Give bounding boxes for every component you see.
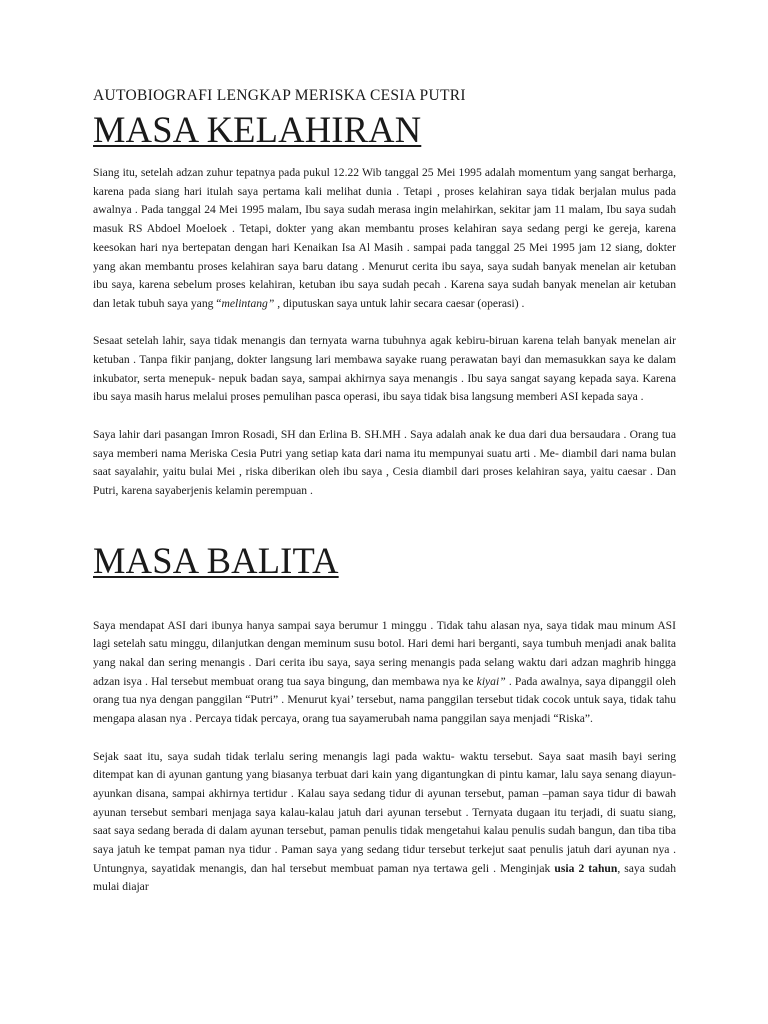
- section-heading-masa-kelahiran: MASA KELAHIRAN: [93, 109, 422, 150]
- paragraph-text: Saya mendapat ASI dari ibunya hanya sampai saya berumur 1 minggu . Tidak tahu alasan nya, saya tidak mau minum ASI lagi setelah satu minggu, dilanjutkan dengan meminum susu botol. Hari demi hari berganti, saya tumbuh menjadi anak balita yang nakal dan sering menangis . Dari cerita ibu saya, saya sering menangis pada selang waktu dari adzan maghrib hingga adzan isya . Hal tersebut membuat orang tua saya bingung, dan membawa nya ke: [93, 618, 676, 688]
- paragraph-text: Siang itu, setelah adzan zuhur tepatnya pada pukul 12.22 Wib tanggal 25 Mei 1995 adalah momentum yang sangat berharga, karena pada siang hari itulah saya pertama kali melihat dunia . Tetapi , proses kelahiran saya tidak berjalan mulus pada awalnya . Pada tanggal 24 Mei 1995 malam, Ibu saya sudah merasa ingin melahirkan, sekitar jam 11 malam, Ibu saya sudah masuk RS Abdoel Moeloek . Tetapi, dokter yang akan membantu proses kelahiran saya sedang pergi ke gereja, karena keesokan hari nya bertepatan dengan hari Kenaikan Isa Al Masih . sampai pada tanggal 25 Mei 1995 jam 12 siang, dokter yang akan membantu proses kelahiran saya baru datang . Menurut cerita ibu saya, saya sudah banyak menelan air ketuban ibu saya, karena sebelum proses kelahiran, ketuban ibu saya sudah pecah . Karena saya sudah banyak menelan air ketuban dan letak tubuh saya yang “: [93, 166, 676, 310]
- paragraph-text: , diputuskan saya untuk lahir secara caesar (operasi) .: [274, 296, 525, 310]
- italic-term-kiyai: kiyai”: [476, 674, 506, 688]
- section-heading-masa-balita: MASA BALITA: [93, 539, 339, 581]
- paragraph-text: . Pada awalnya, saya dipanggil oleh orang tua nya dengan panggilan “Putri” . Menurut kyai’ tersebut, nama panggilan tersebut tidak cocok untuk saya, tidak tahu mengapa alasan nya . Percaya tidak percaya, orang tua sayamerubah nama panggilan saya menjadi “Riska”.: [93, 674, 676, 726]
- paragraph-balita-2: [93, 748, 676, 898]
- italic-term-melintang: melintang”: [221, 296, 275, 310]
- bold-term-usia: usia 2 tahun: [554, 861, 618, 875]
- document-page: [93, 86, 676, 916]
- paragraph-balita-1: [93, 617, 676, 729]
- paragraph-kelahiran-2: Sesaat setelah lahir, saya tidak menangis dan ternyata warna tubuhnya agak kebiru-biruan karena telah banyak menelan air ketuban . Tanpa fikir panjang, dokter langsung lari membawa sayake ruang perawatan bayi dan memasukkan saya ke dalam inkubator, serta menepuk- nepuk badan saya, sampai akhirnya saya menangis . Ibu saya sangat sayang kepada saya. Karena ibu saya masih harus melalui proses pemulihan pasca operasi, ibu saya tidak bisa langsung memberi ASI kepada saya .: [93, 334, 676, 404]
- paragraph-text: , saya sudah mulai diajar: [93, 861, 676, 894]
- paragraph-kelahiran-3: Saya lahir dari pasangan Imron Rosadi, SH dan Erlina B. SH.MH . Saya adalah anak ke dua dari dua bersaudara . Orang tua saya memberi nama Meriska Cesia Putri yang setiap kata dari nama itu mempunyai suatu arti . Me- diambil dari nama bulan saat sayalahir, yaitu bulai Mei , riska diberikan oleh ibu saya , Cesia diambil dari proses kelahiran saya, yaitu caesar . Dan Putri, karena sayaberjenis kelamin perempuan .: [93, 427, 676, 497]
- paragraph-text: Sejak saat itu, saya sudah tidak terlalu sering menangis lagi pada waktu- waktu tersebut. Saya saat masih bayi sering ditempat kan di ayunan gantung yang biasanya terbuat dari kain yang digantungkan di pintu kamar, lalu saya senang diayun-ayunkan disana, sampai akhirnya tertidur . Kalau saya sedang tidur di ayunan tersebut, paman –paman saya tidur di bawah ayunan tersebut sembari menjaga saya kalau-kalau jatuh dari ayunan tersebut . Ternyata dugaan itu terjadi, di suatu siang, saat saya sedang berada di dalam ayunan tersebut, paman penulis tidak mengetahui kalau penulis sudah bangun, dan tiba tiba saya jatuh ke tempat paman nya tidur . Paman saya yang sedang tidur tersebut terkejut saat penulis jatuh dari ayunan nya . Untungnya, sayatidak menangis, dan hal tersebut membuat paman nya tertawa geli . Menginjak: [93, 749, 676, 875]
- document-title: AUTOBIOGRAFI LENGKAP MERISKA CESIA PUTRI: [93, 87, 466, 104]
- paragraph-kelahiran-1: [93, 164, 676, 314]
